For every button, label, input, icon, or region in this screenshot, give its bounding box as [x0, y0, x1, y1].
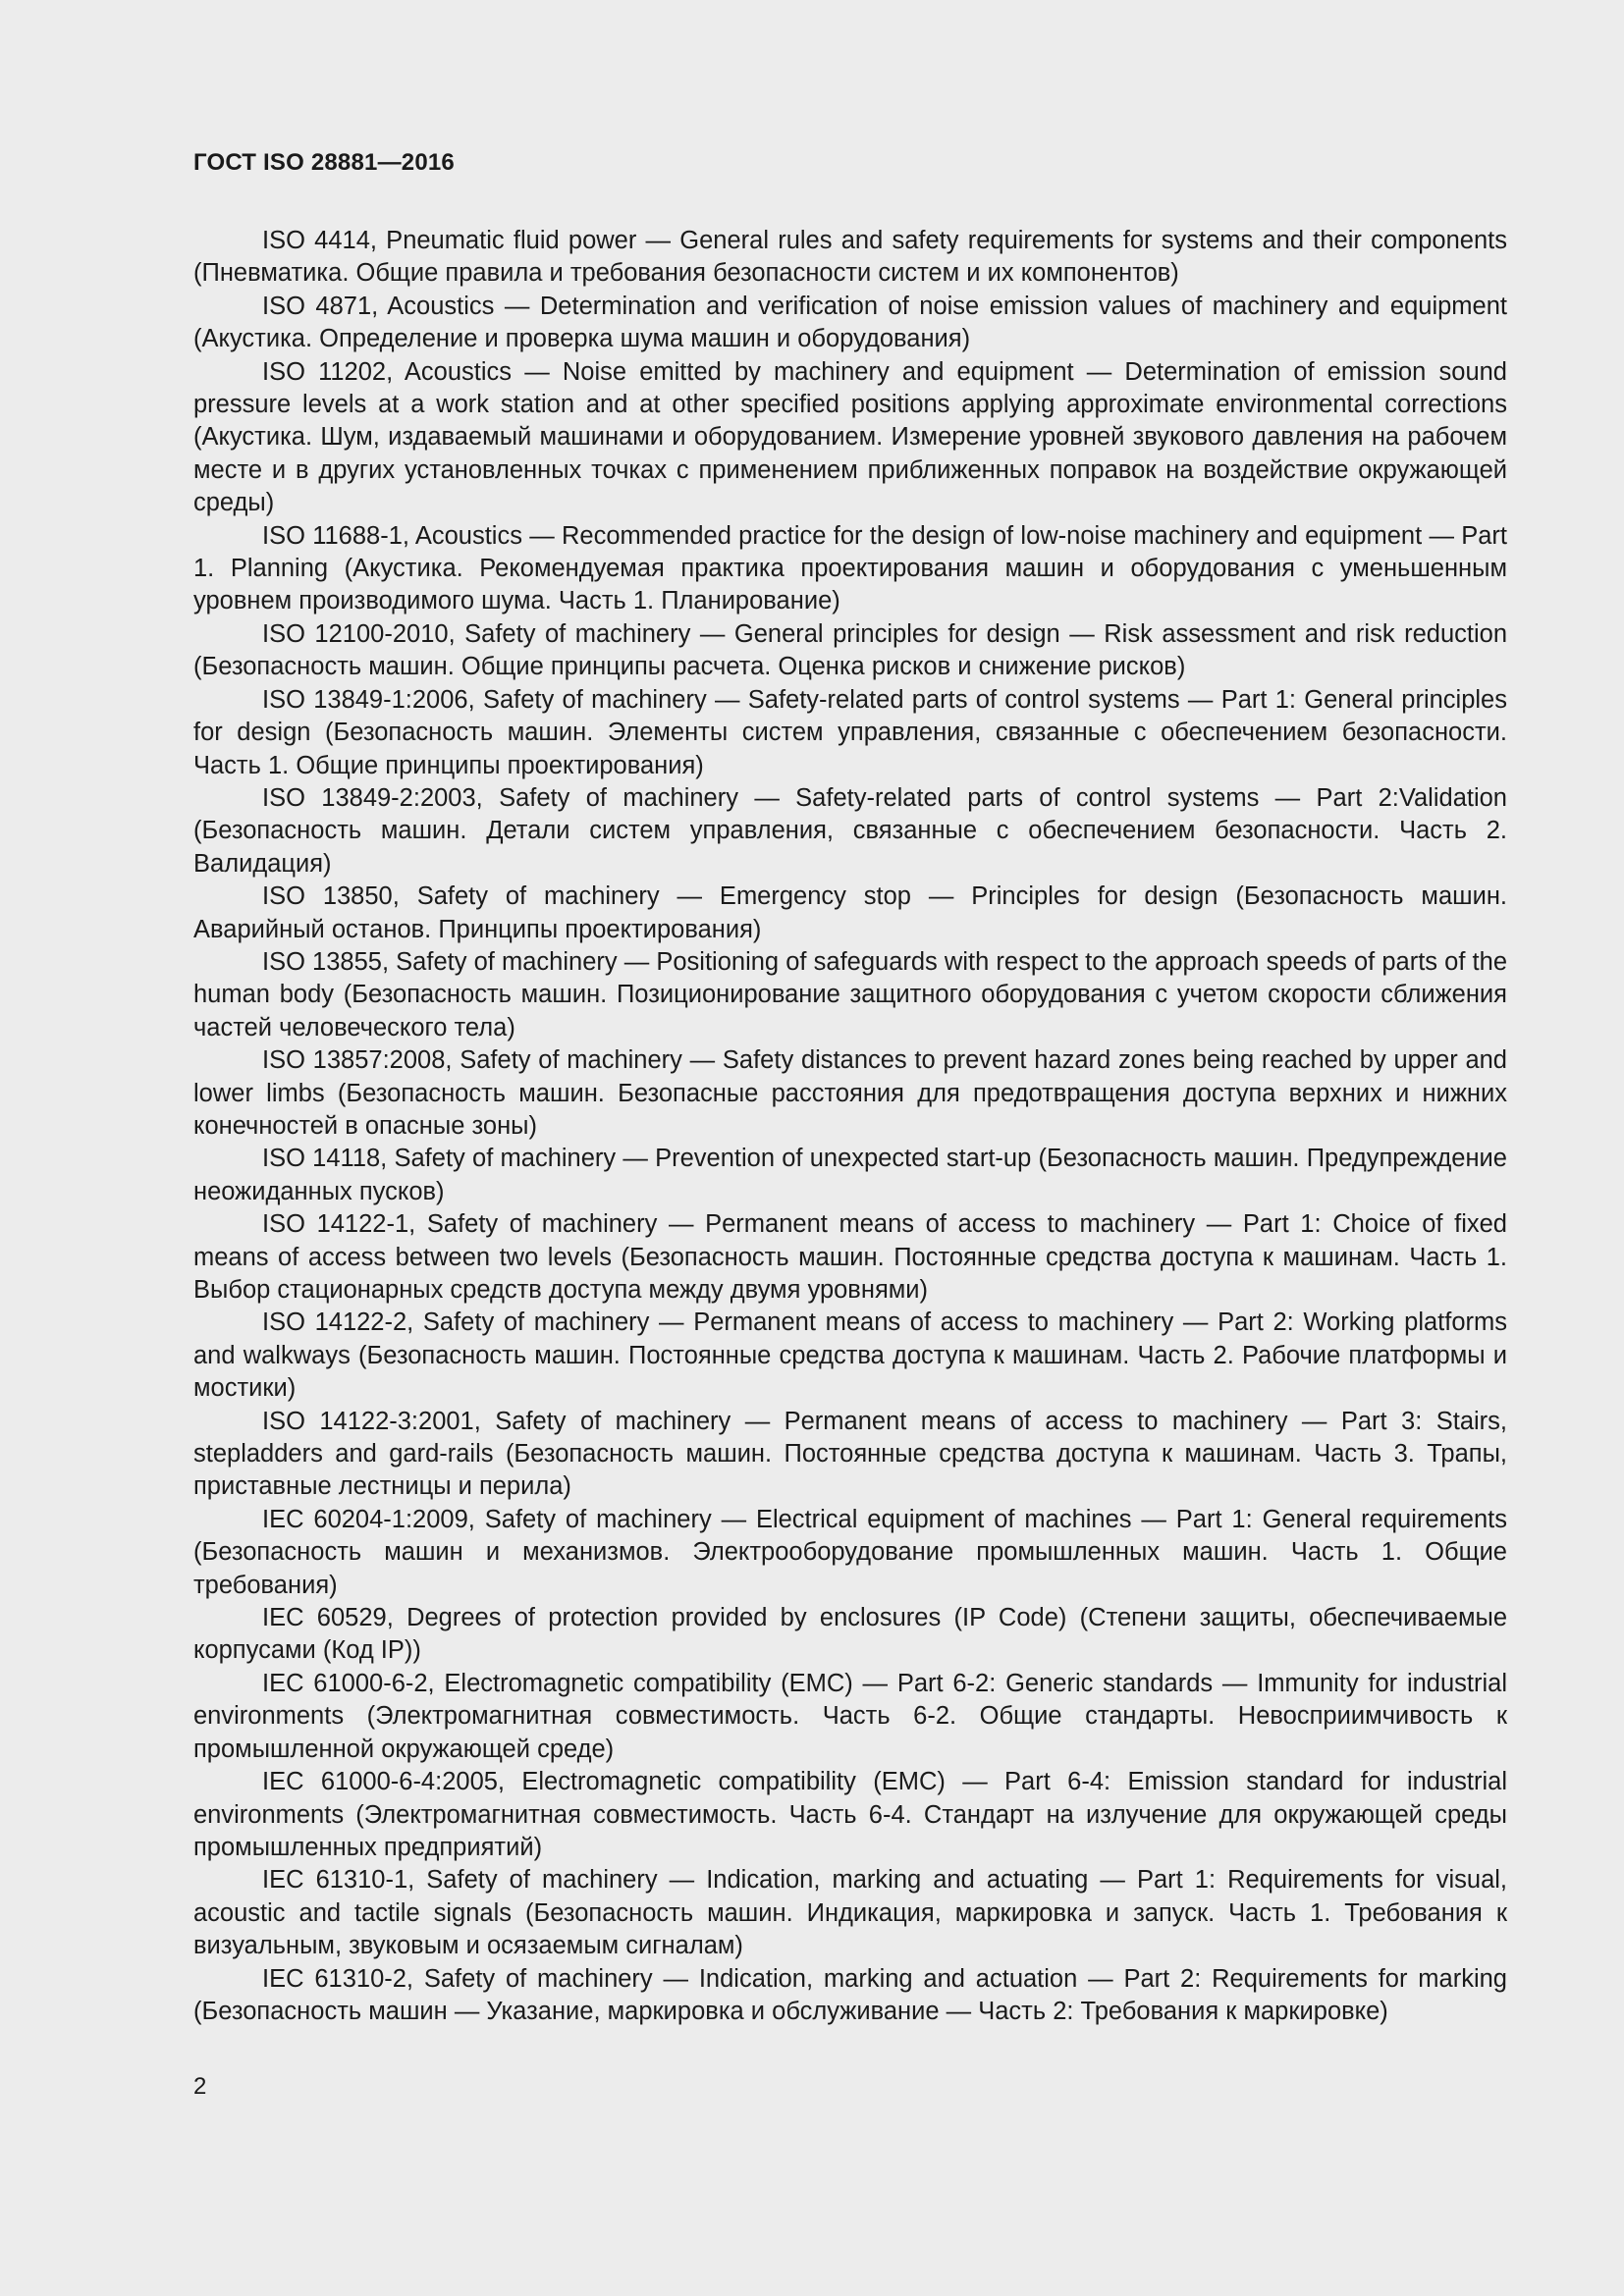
reference-entry: ISO 14122-2, Safety of machinery — Permanent means of access to machinery — Part 2: Working platforms and walkways (Безопасность машин. Постоянные средства доступа к машинам. Часть 2. Рабочие платформы и мостики) [193, 1308, 1507, 1403]
reference-entry: ISO 13849-2:2003, Safety of machinery — Safety-related parts of control systems — Part 2:Validation (Безопасность машин. Детали систем управления, связанные с обеспечением безопасности. Часть 2. Валидация) [193, 783, 1507, 878]
reference-entry: ISO 12100-2010, Safety of machinery — General principles for design — Risk assessment and risk reduction (Безопасность машин. Общие принципы расчета. Оценка рисков и снижение рисков) [193, 619, 1507, 681]
reference-entry: ISO 4414, Pneumatic fluid power — General rules and safety requirements for systems and their components (Пневматика. Общие правила и требования безопасности систем и их компонентов) [193, 227, 1507, 288]
normative-references-list [193, 225, 1507, 2028]
reference-entry: IEC 61310-1, Safety of machinery — Indication, marking and actuating — Part 1: Requirements for visual, acoustic and tactile signals (Безопасность машин. Индикация, маркировка и запуск. Часть 1. Требования к визуальным, звуковым и осязаемым сигналам) [193, 1866, 1507, 1960]
reference-entry: ISO 14122-3:2001, Safety of machinery — Permanent means of access to machinery — Part 3: Stairs, stepladders and gard-rails (Безопасность машин. Постоянные средства доступа к машинам. Часть 3. Трапы, приставные лестницы и перила) [193, 1407, 1507, 1501]
reference-entry: IEC 61000-6-4:2005, Electromagnetic compatibility (EMC) — Part 6-4: Emission standard for industrial environments (Электромагнитная совместимость. Часть 6-4. Стандарт на излучение для окружающей среды промышленных предприятий) [193, 1768, 1507, 1861]
page-number: 2 [193, 2073, 207, 2100]
reference-entry: ISO 13849-1:2006, Safety of machinery — Safety-related parts of control systems — Part 1: General principles for design (Безопасность машин. Элементы систем управления, связанные с обеспечением безопасности. Часть 1. Общие принципы проектирования) [193, 685, 1507, 779]
document-header: ГОСТ ISO 28881—2016 [193, 149, 455, 176]
reference-entry: IEC 61310-2, Safety of machinery — Indication, marking and actuation — Part 2: Requirements for marking (Безопасность машин — Указание, маркировка и обслуживание — Часть 2: Требования к маркировке) [193, 1964, 1507, 2025]
reference-entry: ISO 14118, Safety of machinery — Prevention of unexpected start-up (Безопасность машин. Предупреждение неожиданных пусков) [193, 1145, 1507, 1205]
reference-entry: ISO 13855, Safety of machinery — Positioning of safeguards with respect to the approach speeds of parts of the human body (Безопасность машин. Позиционирование защитного оборудования с учетом скорости сближения частей человеческого тела) [193, 947, 1507, 1041]
reference-entry: IEC 61000-6-2, Electromagnetic compatibility (EMC) — Part 6-2: Generic standards — Immunity for industrial environments (Электромагнитная совместимость. Часть 6-2. Общие стандарты. Невосприимчивость к промышленной окружающей среде) [193, 1669, 1507, 1763]
reference-entry: IEC 60529, Degrees of protection provided by enclosures (IP Code) (Степени защиты, обеспечиваемые корпусами (Код IP)) [193, 1604, 1507, 1665]
reference-entry: IEC 60204-1:2009, Safety of machinery — Electrical equipment of machines — Part 1: General requirements (Безопасность машин и механизмов. Электрооборудование промышленных машин. Часть 1. Общие требования) [193, 1505, 1507, 1599]
reference-entry: ISO 4871, Acoustics — Determination and verification of noise emission values of machinery and equipment (Акустика. Определение и проверка шума машин и оборудования) [193, 292, 1507, 353]
reference-entry: ISO 11688-1, Acoustics — Recommended practice for the design of low-noise machinery and equipment — Part 1. Planning (Акустика. Рекомендуемая практика проектирования машин и оборудования с уменьшенным уровнем производимого шума. Часть 1. Планирование) [193, 521, 1507, 615]
reference-entry: ISO 13857:2008, Safety of machinery — Safety distances to prevent hazard zones being reached by upper and lower limbs (Безопасность машин. Безопасные расстояния для предотвращения доступа верхних и нижних конечностей в опасные зоны) [193, 1046, 1507, 1140]
reference-entry: ISO 13850, Safety of machinery — Emergency stop — Principles for design (Безопасность машин. Аварийный останов. Принципы проектирования) [193, 882, 1507, 943]
reference-entry: ISO 14122-1, Safety of machinery — Permanent means of access to machinery — Part 1: Choice of fixed means of access between two levels (Безопасность машин. Постоянные средства доступа к машинам. Часть 1. Выбор стационарных средств доступа между двумя уровнями) [193, 1210, 1507, 1304]
reference-entry: ISO 11202, Acoustics — Noise emitted by machinery and equipment — Determination of emission sound pressure levels at a work station and at other specified positions applying approximate environmental corrections (Акустика. Шум, издаваемый машинами и оборудованием. Измерение уровней звукового давления на рабочем месте и в других установленных точках с применением приближенных поправок на воздействие окружающей среды) [193, 357, 1507, 517]
